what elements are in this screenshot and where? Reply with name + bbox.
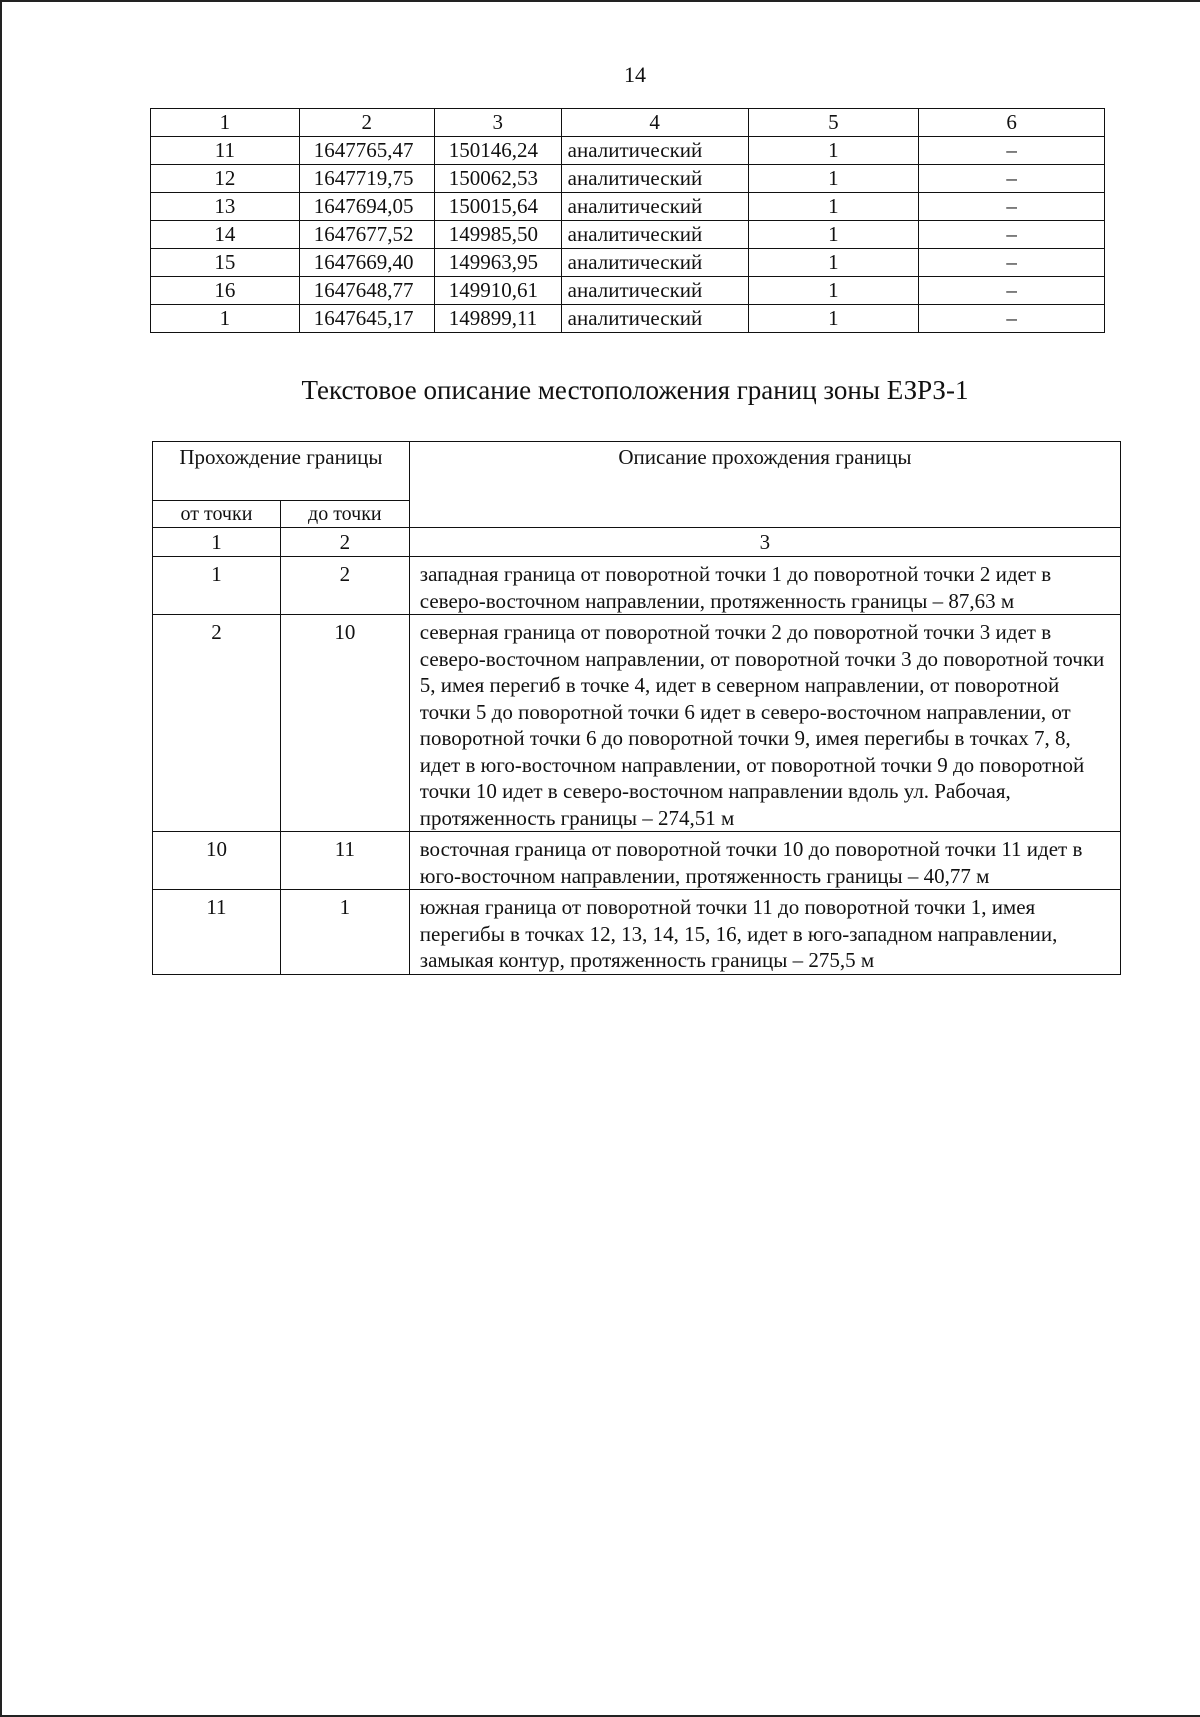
table-cell: 16: [151, 277, 300, 305]
table-cell: аналитический: [561, 193, 748, 221]
table-numbering-row: [153, 528, 1121, 557]
table-row: [151, 249, 1105, 277]
boundary-description-table: [152, 441, 1121, 975]
table-cell: 1: [748, 137, 919, 165]
table-row: [151, 277, 1105, 305]
table-cell: аналитический: [561, 249, 748, 277]
table-row: [153, 615, 1121, 832]
column-number: 3: [409, 528, 1120, 557]
table-cell: аналитический: [561, 305, 748, 333]
table-row: [151, 165, 1105, 193]
from-point-cell: 10: [153, 832, 281, 890]
boundary-description-table-body: [153, 442, 1121, 975]
table-cell: 1: [748, 193, 919, 221]
table-cell: 11: [151, 137, 300, 165]
column-number: 5: [748, 109, 919, 137]
table-cell: 1: [748, 221, 919, 249]
table-cell: 1647765,47: [299, 137, 434, 165]
table-cell: аналитический: [561, 137, 748, 165]
column-number: 1: [151, 109, 300, 137]
table-cell: –: [919, 277, 1105, 305]
column-number: 6: [919, 109, 1105, 137]
table-cell: 149985,50: [434, 221, 561, 249]
table-cell: –: [919, 137, 1105, 165]
table-row: [151, 137, 1105, 165]
table-header-row: [151, 109, 1105, 137]
from-point-cell: 1: [153, 557, 281, 615]
table-cell: –: [919, 249, 1105, 277]
table-cell: 149899,11: [434, 305, 561, 333]
table-header-row: [153, 442, 1121, 501]
column-number: 1: [153, 528, 281, 557]
to-point-cell: 11: [280, 832, 409, 890]
table-cell: 1647645,17: [299, 305, 434, 333]
coordinates-table: [150, 108, 1105, 333]
table-cell: 1647648,77: [299, 277, 434, 305]
table-row: [153, 832, 1121, 890]
table-cell: аналитический: [561, 165, 748, 193]
table-cell: –: [919, 193, 1105, 221]
description-cell: южная граница от поворотной точки 11 до поворотной точки 1, имея перегибы в точках 12, 13, 14, 15, 16, идет в юго-западном направлении, замыкая контур, протяженность границы – 275,5 м: [409, 890, 1120, 975]
table-cell: 14: [151, 221, 300, 249]
table-cell: 150062,53: [434, 165, 561, 193]
table-cell: –: [919, 221, 1105, 249]
scan-border-top: [0, 0, 1200, 2]
table-cell: 12: [151, 165, 300, 193]
description-header: Описание прохождения границы: [409, 442, 1120, 528]
table-cell: 1647677,52: [299, 221, 434, 249]
column-number: 4: [561, 109, 748, 137]
table-cell: –: [919, 165, 1105, 193]
table-cell: 13: [151, 193, 300, 221]
description-cell: западная граница от поворотной точки 1 до поворотной точки 2 идет в северо-восточном направлении, протяженность границы – 87,63 м: [409, 557, 1120, 615]
table-cell: 1647719,75: [299, 165, 434, 193]
table-cell: 15: [151, 249, 300, 277]
table-cell: 149963,95: [434, 249, 561, 277]
to-point-header: до точки: [280, 501, 409, 528]
to-point-cell: 10: [280, 615, 409, 832]
table-cell: 1: [748, 249, 919, 277]
table-cell: 1647669,40: [299, 249, 434, 277]
from-point-cell: 11: [153, 890, 281, 975]
coordinates-table-body: [151, 109, 1105, 333]
table-cell: 1: [748, 305, 919, 333]
table-cell: –: [919, 305, 1105, 333]
table-row: [153, 557, 1121, 615]
table-cell: 150146,24: [434, 137, 561, 165]
passage-header: Прохождение границы: [153, 442, 410, 501]
table-cell: аналитический: [561, 221, 748, 249]
table-cell: 150015,64: [434, 193, 561, 221]
table-cell: 1: [748, 165, 919, 193]
column-number: 2: [299, 109, 434, 137]
table-cell: аналитический: [561, 277, 748, 305]
table-cell: 149910,61: [434, 277, 561, 305]
page-number: 14: [624, 62, 646, 87]
from-point-cell: 2: [153, 615, 281, 832]
to-point-cell: 2: [280, 557, 409, 615]
table-row: [151, 305, 1105, 333]
table-cell: 1: [748, 277, 919, 305]
section-title: Текстовое описание местоположения границ зоны ЕЗРЗ-1: [301, 375, 969, 405]
table-cell: 1647694,05: [299, 193, 434, 221]
column-number: 2: [280, 528, 409, 557]
table-row: [151, 221, 1105, 249]
description-cell: северная граница от поворотной точки 2 до поворотной точки 3 идет в северо-восточном направлении, от поворотной точки 3 до поворотной точки 5, имея перегиб в точке 4, идет в северном направлении, от поворотной точки 5 до поворотной точки 6 идет в северо-восточном направлении, от поворотной точки 6 до поворотной точки 9, имея перегибы в точках 7, 8, идет в юго-восточном направлении, от поворотной точки 9 до поворотной точки 10 идет в северо-восточном направлении вдоль ул. Рабочая, протяженность границы – 274,51 м: [409, 615, 1120, 832]
table-row: [151, 193, 1105, 221]
description-cell: восточная граница от поворотной точки 10 до поворотной точки 11 идет в юго-восточном направлении, протяженность границы – 40,77 м: [409, 832, 1120, 890]
from-point-header: от точки: [153, 501, 281, 528]
column-number: 3: [434, 109, 561, 137]
to-point-cell: 1: [280, 890, 409, 975]
table-row: [153, 890, 1121, 975]
table-cell: 1: [151, 305, 300, 333]
scan-border-left: [0, 0, 2, 1717]
